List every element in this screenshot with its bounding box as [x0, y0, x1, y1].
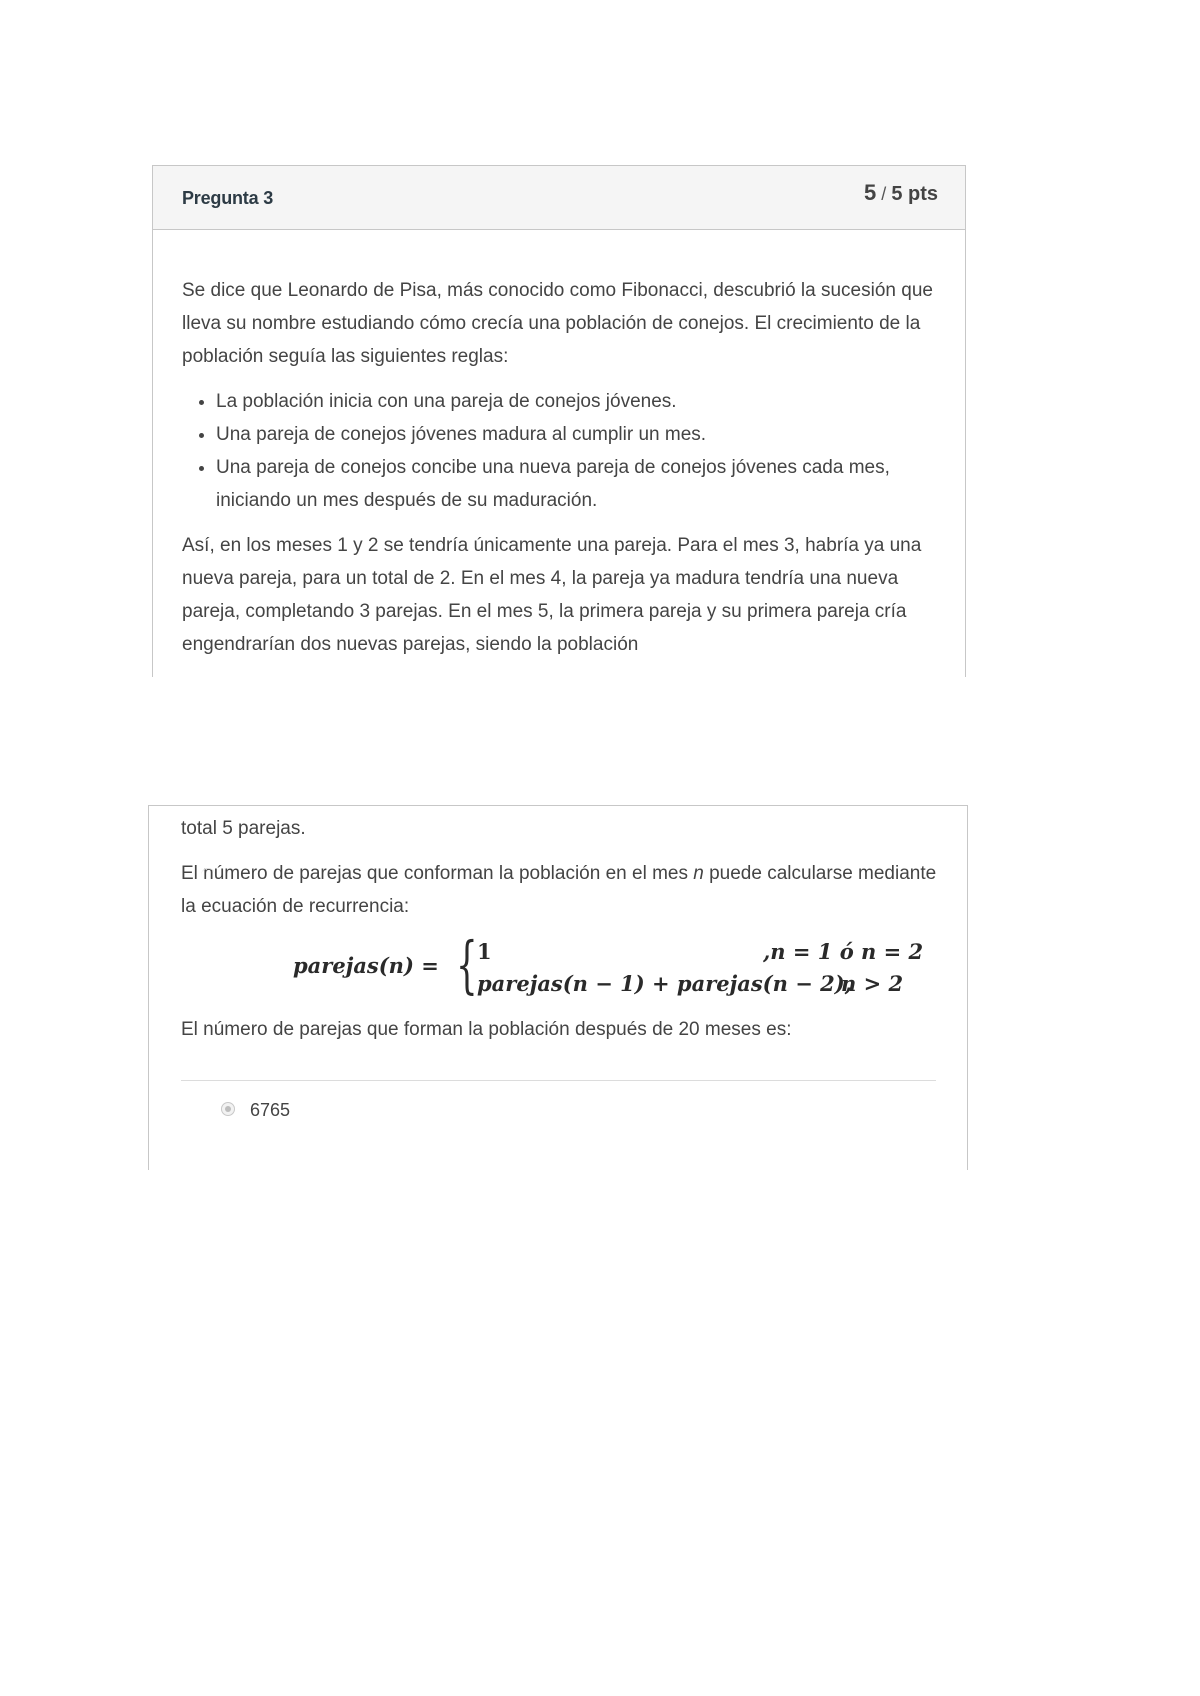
example-paragraph: Así, en los meses 1 y 2 se tendría únicamente una pareja. Para el mes 3, habría ya una nueva pareja, para un total de 2. En el mes 4, la pareja ya madura tendría una nueva pareja, completando 3 parejas. En el mes 5, la primera pareja y su primera pareja cría engendrarían dos nuevas parejas, siendo la población [182, 535, 922, 655]
question-body-bottom [149, 806, 967, 1131]
question-card-top [152, 165, 966, 677]
formula-case2-condition: n > 2 [841, 971, 904, 996]
question-points [864, 180, 938, 206]
recurrence-text-start: El número de parejas que conforman la población en el mes [181, 863, 694, 884]
question-header [153, 166, 965, 230]
formula-equals: = [413, 953, 439, 978]
example-paragraph-end: total 5 parejas. [181, 818, 306, 839]
question-prompt: El número de parejas que forman la población después de 20 meses es: [181, 1019, 792, 1040]
intro-paragraph: Se dice que Leonardo de Pisa, más conocido como Fibonacci, descubrió la sucesión que lleva su nombre estudiando cómo crecía una población de conejos. El crecimiento de la población seguía las siguientes reglas: [182, 280, 933, 367]
question-title: Pregunta 3 [182, 188, 274, 208]
variable-n: n [693, 863, 704, 884]
question-card-bottom [148, 805, 968, 1170]
formula-lhs [293, 949, 439, 982]
recurrence-formula [181, 928, 938, 1003]
recurrence-text-end: puede calcularse mediante la ecuación de recurrencia: [181, 863, 937, 917]
rules-list [182, 385, 936, 517]
formula-case1-condition: ,n = 1 ó n = 2 [763, 939, 924, 964]
formula-case1-value: 1 [477, 939, 492, 964]
recurrence-paragraph [181, 857, 938, 923]
rule-item: • Una pareja de conejos jóvenes madura al cumplir un mes. [216, 418, 936, 451]
points-earned: 5 [864, 180, 877, 205]
answer-label: 6765 [250, 1100, 291, 1120]
rule-item: • La población inicia con una pareja de conejos jóvenes. [216, 385, 936, 418]
next-answer-radio[interactable] [201, 868, 215, 882]
question-body-top [153, 230, 965, 661]
points-total: 5 pts [891, 183, 938, 205]
answer-radio[interactable] [221, 1102, 235, 1116]
formula-brace: { [456, 928, 478, 1001]
rule-item: • Una pareja de conejos concibe una nueva pareja de conejos jóvenes cada mes, iniciando un mes después de su maduración. [216, 451, 936, 517]
points-separator: / [876, 184, 892, 204]
formula-function: parejas(n) [293, 953, 414, 978]
formula-case2-value: parejas(n − 1) + parejas(n − 2), [477, 971, 852, 996]
answer-option[interactable] [221, 1081, 938, 1131]
